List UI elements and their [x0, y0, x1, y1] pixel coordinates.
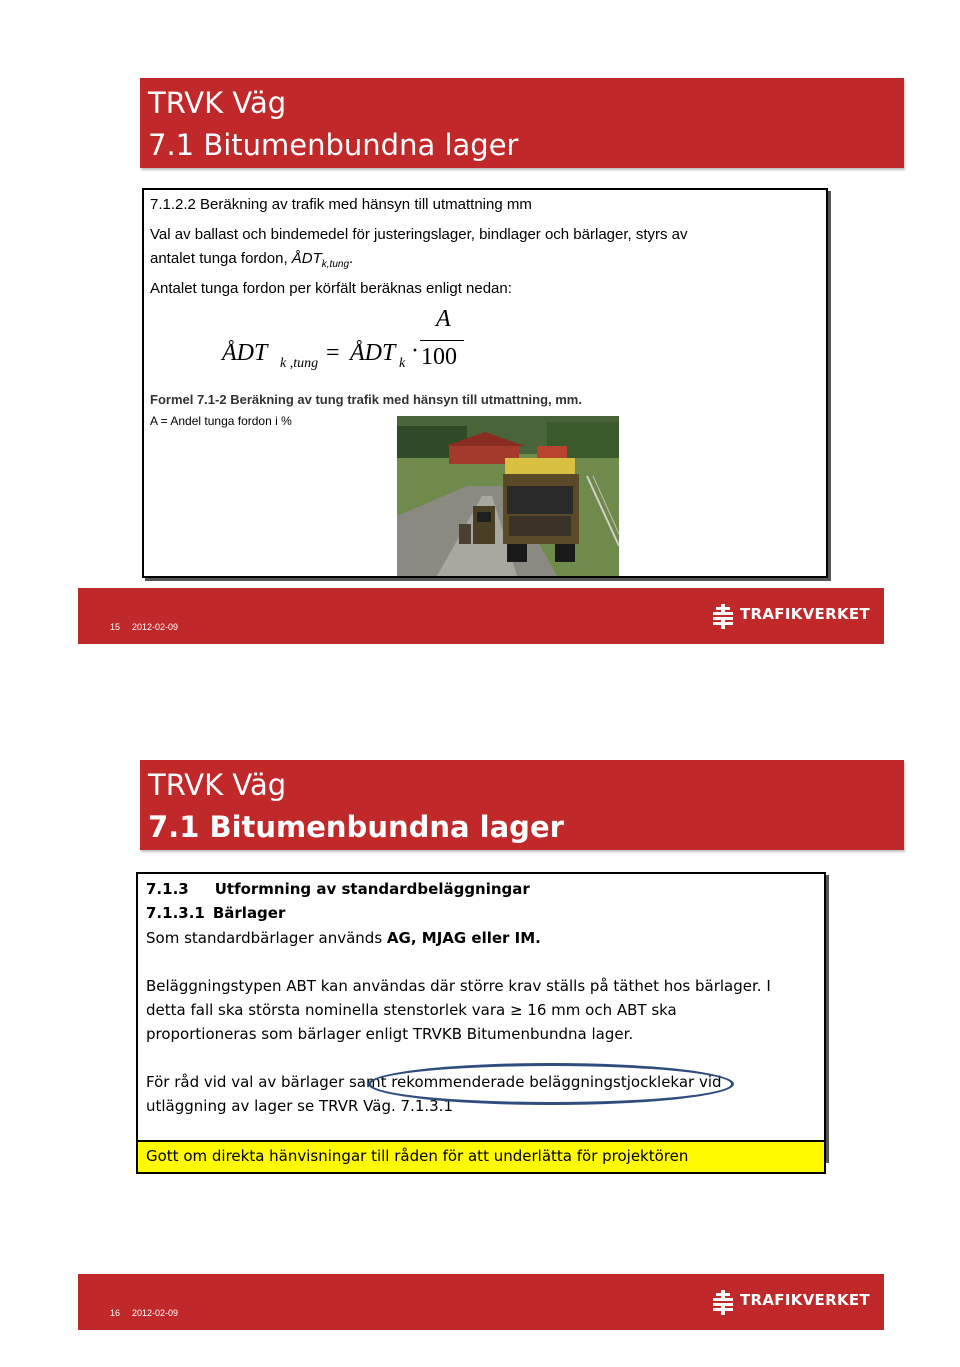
adt-symbol: ÅDT [291, 250, 322, 267]
crown-emblem-icon [710, 1288, 736, 1316]
paragraph-line: proportioneras som bärlager enligt TRVKB Bitumenbundna lager. [146, 1025, 634, 1043]
footer-date: 2012-02-09 [132, 622, 179, 632]
page-number: 16 [110, 1308, 121, 1318]
section-heading [146, 880, 530, 898]
formula-definition: A = Andel tunga fordon i % [150, 414, 292, 428]
paragraph-line: detta fall ska största nominella stenstorlek vara ≥ 16 mm och ABT ska [146, 1001, 677, 1019]
trafikverket-logo [710, 602, 880, 630]
slide-title-line2: 7.1 Bitumenbundna lager [148, 128, 519, 162]
logo-wordmark: TRAFIKVERKET [740, 1291, 870, 1309]
annotation-ellipse [368, 1063, 734, 1105]
paragraph-line: utläggning av lager se TRVR Väg. 7.1.3.1 [146, 1097, 453, 1115]
slide-title-bar [140, 78, 904, 168]
formula-rhs-subscript: k [399, 356, 406, 371]
formula-lhs: ÅDT [222, 340, 268, 366]
adt-subscript: k,tung [321, 259, 350, 270]
slide-content-box [142, 188, 828, 578]
footer-date: 2012-02-09 [132, 1308, 179, 1318]
formula-rhs: ÅDT [350, 340, 396, 366]
paragraph-line: Antalet tunga fordon per körfält beräknas enligt nedan: [150, 280, 512, 297]
formula-equals: = [326, 340, 340, 366]
formula-lhs-subscript: k ,tung [280, 356, 319, 371]
crown-emblem-icon [710, 602, 736, 630]
trucks-photo [397, 416, 619, 576]
heading-text: Utformning av standardbeläggningar [214, 880, 530, 898]
heading-number: 7.1.3.1 [146, 904, 205, 922]
slide-title-line2: 7.1 Bitumenbundna lager [148, 810, 564, 844]
slide-16 [78, 760, 884, 1330]
section-heading: 7.1.2.2 Beräkning av trafik med hänsyn till utmattning mm [150, 196, 532, 213]
heading-number: 7.1.3 [146, 880, 189, 898]
paragraph-line: Val av ballast och bindemedel för justeringslager, bindlager och bärlager, styrs av [150, 226, 688, 243]
highlight-note [136, 1140, 826, 1174]
formula-dot: · [411, 338, 419, 364]
slide-title-bar [140, 760, 904, 850]
logo-wordmark: TRAFIKVERKET [740, 605, 870, 623]
slide-content-box [136, 872, 826, 1160]
slide-title-line1: TRVK Väg [148, 86, 287, 120]
slide-15 [78, 78, 884, 644]
trafikverket-logo [710, 1288, 880, 1316]
heading-text: Bärlager [212, 904, 286, 922]
paragraph-line: Beläggningstypen ABT kan användas där större krav ställs på täthet hos bärlager. I [146, 977, 771, 995]
slide-footer [78, 1274, 884, 1330]
formula-caption: Formel 7.1-2 Beräkning av tung trafik med hänsyn till utmattning, mm. [150, 392, 582, 407]
highlight-text: Gott om direkta hänvisningar till råden för att underlätta för projektören [146, 1147, 689, 1165]
page-number: 15 [110, 622, 121, 632]
formula-denominator: 100 [421, 344, 457, 370]
bold-text: AG, MJAG eller IM. [386, 929, 541, 947]
fraction-bar [420, 340, 464, 341]
formula-numerator: A [436, 306, 451, 332]
paragraph-line: För råd vid val av bärlager samt rekommenderade beläggningstjocklekar vid [146, 1073, 722, 1091]
paragraph-text: . [349, 250, 354, 267]
slide-footer [78, 588, 884, 644]
paragraph-line [146, 929, 541, 947]
paragraph-line [150, 250, 353, 270]
subsection-heading [146, 904, 285, 922]
slide-title-line1: TRVK Väg [148, 768, 287, 802]
paragraph-text: antalet tunga fordon, [150, 250, 292, 267]
paragraph-text: Som standardbärlager används [146, 929, 387, 947]
formula [222, 306, 482, 388]
